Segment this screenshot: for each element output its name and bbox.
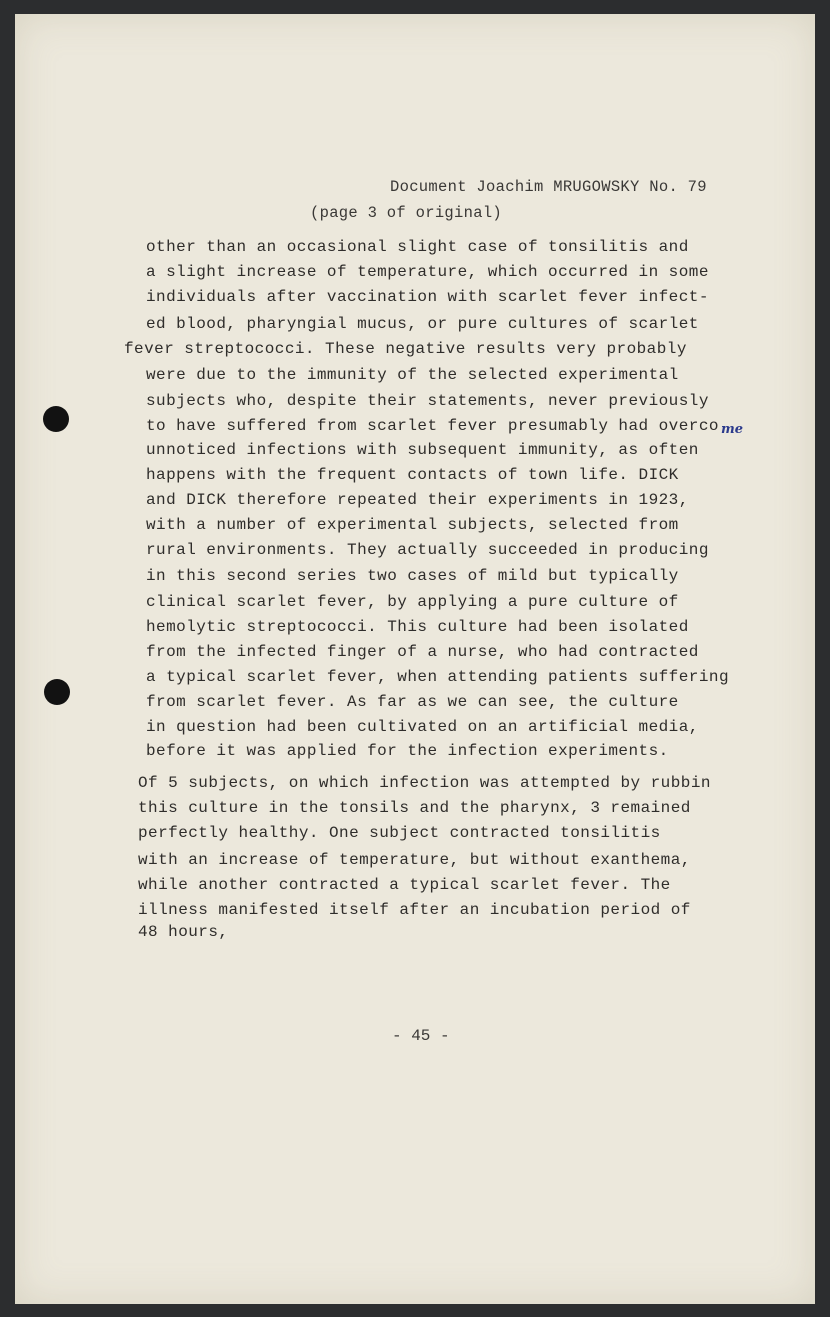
text-line: from scarlet fever. As far as we can see, the culture — [146, 693, 679, 711]
handwritten-correction: me — [721, 422, 744, 437]
text-line: before it was applied for the infection experiments. — [146, 742, 669, 760]
text-line: unnoticed infections with subsequent immunity, as often — [146, 441, 699, 459]
text-line: and DICK therefore repeated their experiments in 1923, — [146, 491, 689, 509]
text-line: clinical scarlet fever, by applying a pure culture of — [146, 593, 679, 611]
text-line: with a number of experimental subjects, selected from — [146, 516, 679, 534]
text-line: with an increase of temperature, but without exanthema, — [138, 851, 691, 869]
text-line: Of 5 subjects, on which infection was attempted by rubbin — [138, 774, 711, 792]
text-line: illness manifested itself after an incubation period of — [138, 901, 691, 919]
text-line: rural environments. They actually succeeded in producing — [146, 541, 709, 559]
text-line: from the infected finger of a nurse, who had contracted — [146, 643, 699, 661]
text-line: ed blood, pharyngial mucus, or pure cultures of scarlet — [146, 315, 699, 333]
text-line: this culture in the tonsils and the pharynx, 3 remained — [138, 799, 691, 817]
text-line: to have suffered from scarlet fever presumably had overco — [146, 417, 719, 435]
text-line: in this second series two cases of mild but typically — [146, 567, 679, 585]
page-reference: (page 3 of original) — [310, 204, 503, 222]
text-line: a slight increase of temperature, which occurred in some — [146, 263, 709, 281]
text-line: 48 hours, — [138, 923, 229, 941]
document-reference: Document Joachim MRUGOWSKY No. 79 — [390, 178, 707, 196]
text-line: happens with the frequent contacts of town life. DICK — [146, 466, 679, 484]
punch-hole-upper — [43, 406, 69, 432]
text-line: a typical scarlet fever, when attending patients suffering — [146, 668, 729, 686]
text-line: fever streptococci. These negative results very probably — [124, 340, 687, 358]
page-number: - 45 - — [392, 1027, 450, 1045]
text-line: other than an occasional slight case of tonsilitis and — [146, 238, 689, 256]
text-line: were due to the immunity of the selected experimental — [146, 366, 679, 384]
text-line: individuals after vaccination with scarlet fever infect- — [146, 288, 709, 306]
text-line: perfectly healthy. One subject contracted tonsilitis — [138, 824, 661, 842]
text-line: subjects who, despite their statements, never previously — [146, 392, 709, 410]
text-line: in question had been cultivated on an artificial media, — [146, 718, 699, 736]
text-line: while another contracted a typical scarlet fever. The — [138, 876, 671, 894]
punch-hole-lower — [44, 679, 70, 705]
text-line: hemolytic streptococci. This culture had been isolated — [146, 618, 689, 636]
